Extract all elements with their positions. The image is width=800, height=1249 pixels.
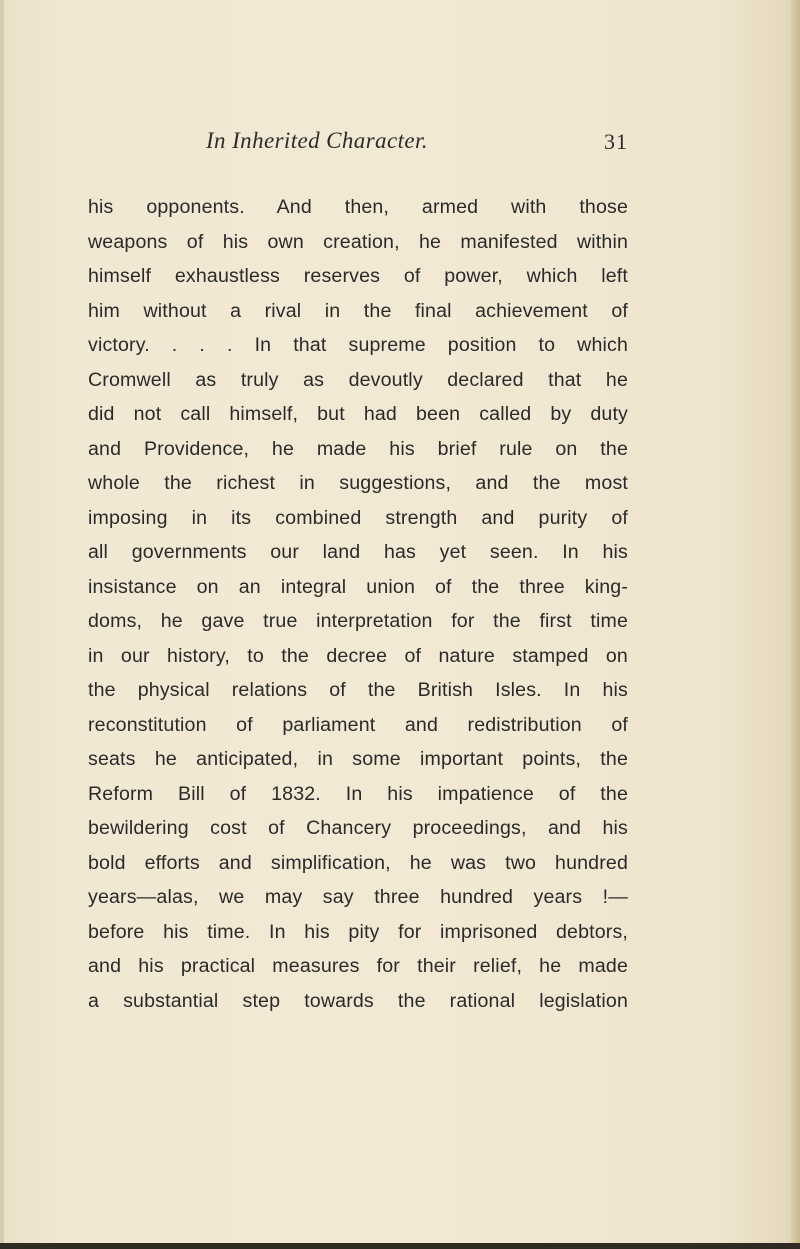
text-line: the physical relations of the British Isles. In his [88, 679, 628, 701]
running-head [88, 128, 628, 160]
text-line: seats he anticipated, in some important points, the [88, 748, 628, 770]
text-line: bewildering cost of Chancery proceedings, and his [88, 817, 628, 839]
text-line: Reform Bill of 1832. In his impatience of the [88, 782, 628, 805]
page-edge [788, 0, 800, 1249]
text-line: his opponents. And then, armed with those [88, 196, 628, 218]
text-line: reconstitution of parliament and redistribution of [88, 713, 628, 736]
text-line: and his practical measures for their relief, he made [88, 955, 628, 977]
text-line: and Providence, he made his brief rule on the [88, 437, 628, 460]
text-line: Cromwell as truly as devoutly declared that he [88, 368, 628, 391]
text-line: imposing in its combined strength and purity of [88, 506, 628, 529]
text-line: him without a rival in the final achievement of [88, 299, 628, 322]
text-line: doms, he gave true interpretation for the first time [88, 610, 628, 632]
running-title: In Inherited Character. [206, 128, 428, 153]
page-gutter [0, 0, 4, 1249]
body-text [88, 190, 628, 1018]
page-number: 31 [604, 129, 628, 154]
text-line: years—alas, we may say three hundred years !— [88, 886, 628, 908]
bottom-edge-rule [0, 1243, 800, 1249]
text-line: victory. . . . In that supreme position to which [88, 334, 628, 356]
text-line: bold efforts and simplification, he was two hundred [88, 851, 628, 874]
text-line: weapons of his own creation, he manifested within [88, 230, 628, 253]
text-line: did not call himself, but had been called by duty [88, 403, 628, 425]
text-line: all governments our land has yet seen. In his [88, 541, 628, 563]
text-line: insistance on an integral union of the three king- [88, 575, 628, 598]
text-line: before his time. In his pity for imprisoned debtors, [88, 920, 628, 943]
text-line: in our history, to the decree of nature stamped on [88, 644, 628, 667]
text-line: himself exhaustless reserves of power, which left [88, 265, 628, 287]
text-line: a substantial step towards the rational legislation [88, 989, 628, 1012]
text-line: whole the richest in suggestions, and the most [88, 472, 628, 494]
